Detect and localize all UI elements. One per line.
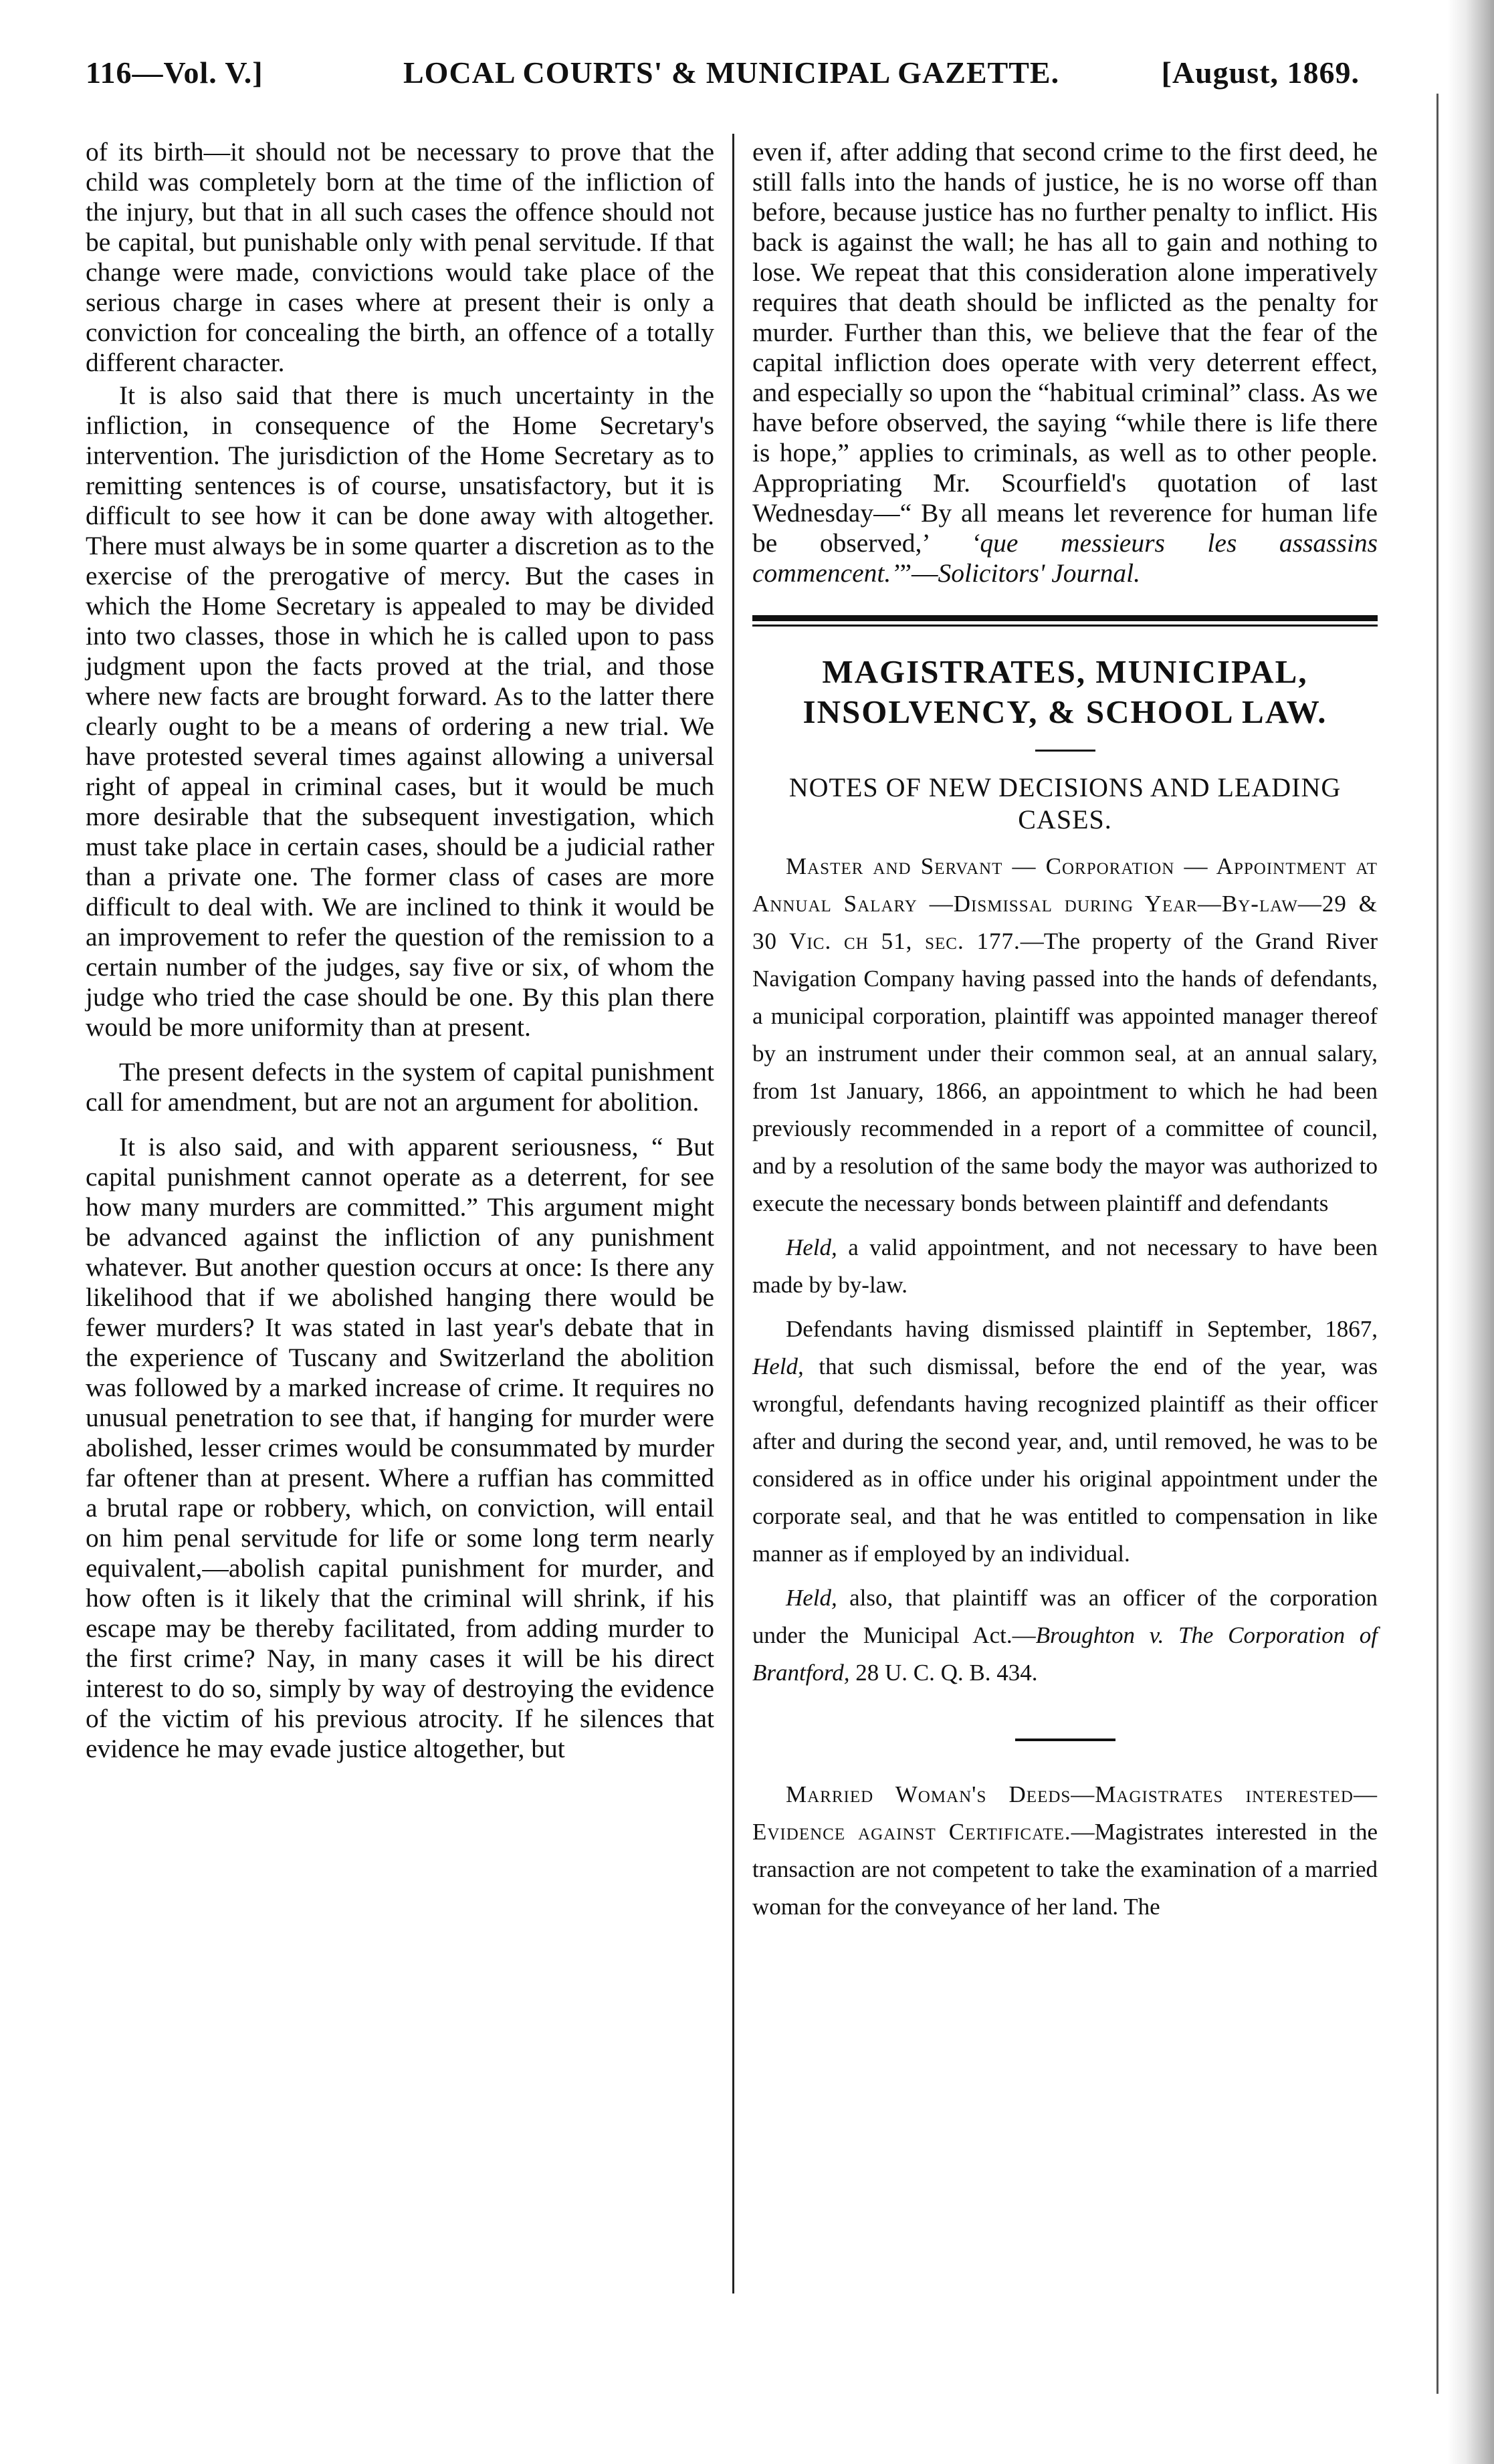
gazette-title: LOCAL COURTS' & MUNICIPAL GAZETTE.: [403, 55, 1060, 90]
held-2-text-a: Defendants having dismissed plaintiff in September, 1867,: [786, 1316, 1378, 1342]
case-divider: [1015, 1739, 1115, 1741]
page-edge-line: [1436, 94, 1438, 2394]
volume-label: 116—Vol. V.]: [86, 55, 263, 90]
right-column: [752, 137, 1378, 1926]
paragraph-home-secretary: It is also said that there is much uncertainty in the infliction, in consequence of the Home Secretary's intervention. The jurisdiction of the Home Secretary as to remitting sentences is of course, unsatisfactory, but it is difficult to see how it can be done away with altogether. There must always be in some quarter a discretion as to the exercise of the prerogative of mercy. But the cases in which the Home Secretary is appealed to may be divided into two classes, those in which he is called upon to pass judgment upon the facts proved at the trial, and those where new facts are brought forward. As to the latter there clearly ought to be a means of ordering a new trial. We have protested several times against allowing a universal right of appeal in criminal cases, but it would be much more desirable that the subsequent investigation, which must take place in certain cases, should be a judicial rather than a private one. The former class of cases are more difficult to deal with. We are inclined to think it would be an improvement to refer the question of the remission to a certain number of the judges, say five or six, of whom the judge who tried the case should be one. By this plan there would be more uniformity than at present.: [86, 380, 714, 1042]
section-divider: [752, 615, 1378, 627]
case-1-held-2: [752, 1311, 1378, 1573]
left-column: [86, 137, 714, 1764]
case-1-held-1: [752, 1229, 1378, 1304]
journal-source: Solicitors' Journal.: [938, 558, 1140, 588]
continuation-text: even if, after adding that second crime to the first deed, he still falls into the hands of justice, he is no worse off than before, because justice has no further penalty to inflict. His back is against the wall; he has all to gain and nothing to lose. We repeat that this consideration alone imperatively requires that death should be inflicted as the penalty for murder. Further than this, we believe that the fear of the capital infliction does operate with very deterrent effect, and especially so upon the “habitual criminal” class. As we have before observed, the saying “while there is life there is hope,” applies to criminals, as well as to other people. Appropriating Mr. Scourfield's quotation of last Wednesday—“ By all means let reverence for human life be observed,’: [752, 137, 1378, 558]
paragraph-continued-argument: [752, 137, 1378, 588]
quote-close: ”—: [899, 558, 938, 588]
issue-date: [August, 1869.: [1161, 55, 1360, 90]
paragraph-present-defects: The present defects in the system of capital punishment call for amendment, but are not an argument for abolition.: [86, 1057, 714, 1117]
french-quote: ‘que messieurs les assassins commencent.’: [752, 528, 1378, 588]
case-2-heading: Married Woman's Deeds—Magistrates interested—Evidence against Certificate.: [752, 1781, 1378, 1845]
section-title: [752, 652, 1378, 732]
held-text: a valid appointment, and not necessary to have been made by by-law.: [752, 1234, 1378, 1298]
held-3-text: also, that plaintiff was an officer of the corporation under the Municipal Act.—: [752, 1585, 1378, 1648]
paragraph-continuation: of its birth—it should not be necessary to prove that the child was completely born at the time of the infliction of the injury, but that in all such cases the offence should not be capital, but punishable only with penal servitude. If that change were made, convictions would take place of the serious charge in cases where at present their is only a conviction for concealing the birth, an offence of a totally different character.: [86, 137, 714, 377]
case-1-citation: 29 & 30 Vic. ch 51, sec. 177.: [752, 891, 1378, 954]
paragraph-deterrent: It is also said, and with apparent seriousness, “ But capital punishment cannot operate as a deterrent, for see how many murders are committed.” This argument might be advanced against the infliction of any punishment whatever. But another question occurs at once: Is there any likelihood that if we abolished hanging there would be fewer murders? It was stated in last year's debate that in the experience of Tuscany and Switzerland the abolition was followed by a marked increase of crime. It requires no unusual penetration to see that, if hanging for murder were abolished, lesser crimes would be consummated by murder far oftener than at present. Where a ruffian has committed a brutal rape or robbery, which, on conviction, will entail on him penal servitude for life or some long term nearly equivalent,—abolish capital punishment for murder, and how often is it likely that the criminal will shrink, if his escape may be thereby facilitated, from adding murder to the first crime? Nay, in many cases it will be his direct interest to do so, simply by way of destroying the evidence of the victim of his previous atrocity. If he silences that evidence he may evade justice altogether, but: [86, 1132, 714, 1763]
section-title-line-2: INSOLVENCY, & SCHOOL LAW.: [803, 693, 1327, 730]
held-label: Held,: [752, 1353, 804, 1379]
held-label: Held,: [786, 1585, 837, 1611]
case-name: Broughton v. The Corporation of Brantford,: [752, 1622, 1378, 1686]
case-report: 28 U. C. Q. B. 434.: [849, 1660, 1038, 1686]
notes-subheading: NOTES OF NEW DECISIONS AND LEADING CASES.: [788, 772, 1342, 834]
case-2-summary: [752, 1776, 1378, 1926]
case-2-body: —Magistrates interested in the transaction are not competent to take the examination of a married woman for the conveyance of her land. The: [752, 1819, 1378, 1920]
case-1-heading: Master and Servant — Corporation — Appointment at Annual Salary —Dismissal during Year—By-law—: [752, 853, 1378, 917]
page-header: [86, 47, 1360, 107]
held-2-text-b: that such dismissal, before the end of the year, was wrongful, defendants having recognized plaintiff as their officer after and during the second year, and, until removed, he was to be considered as in office under his original appointment under the corporate seal, and that he was entitled to compensation in like manner as if employed by an individual.: [752, 1353, 1378, 1567]
page-edge-shadow: [1447, 0, 1494, 2464]
section-title-line-1: MAGISTRATES, MUNICIPAL,: [822, 653, 1308, 690]
column-divider: [732, 134, 734, 2293]
title-rule: [1035, 750, 1095, 752]
case-1-body: —The property of the Grand River Navigation Company having passed into the hands of defendants, a municipal corporation, plaintiff was appointed manager thereof by an instrument under their common seal, at an annual salary, from 1st January, 1866, an appointment to which he had been previously recommended in a report of a committee of council, and by a resolution of the same body the mayor was authorized to execute the necessary bonds between plaintiff and defendants: [752, 928, 1378, 1216]
case-1-summary: [752, 848, 1378, 1222]
held-label: Held,: [786, 1234, 837, 1260]
case-1-held-3: [752, 1579, 1378, 1692]
